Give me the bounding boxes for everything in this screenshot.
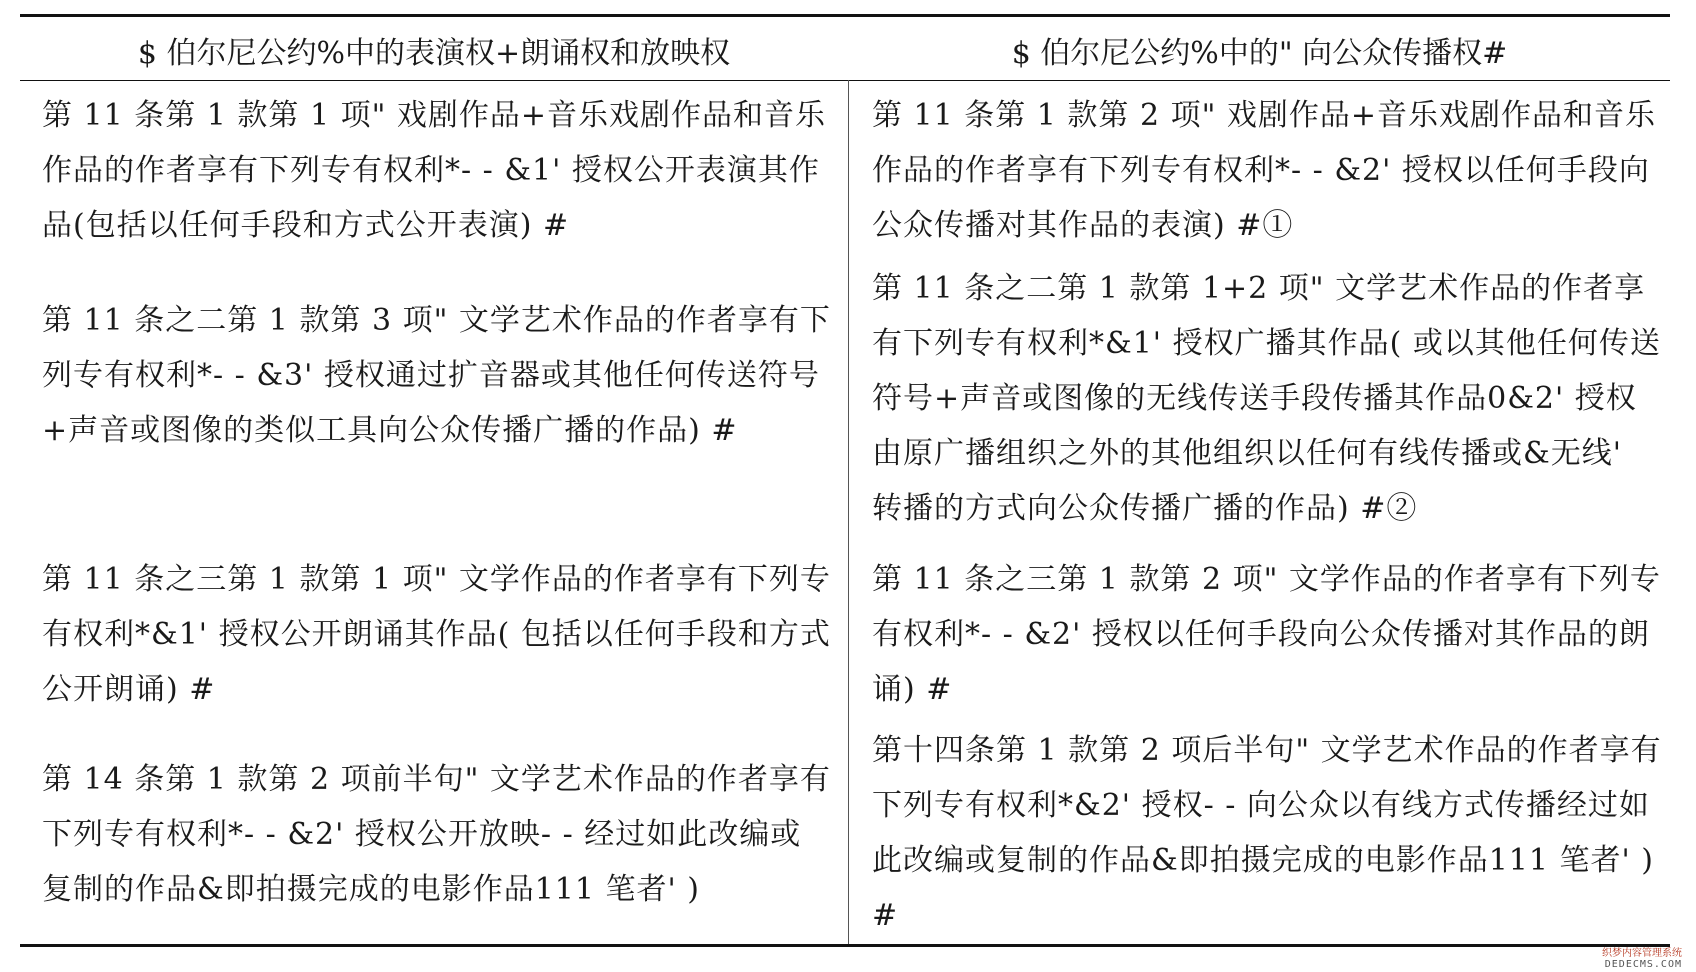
table-top-rule	[20, 14, 1670, 17]
table-cell-row2-left: 第 11 条之二第 1 款第 3 项" 文学艺术作品的作者享有下列专有权利*- - &3' 授权通过扩音器或其他任何传送符号+声音或图像的类似工具向公众传播广播的作品) #	[42, 303, 831, 448]
table-bottom-rule	[20, 944, 1670, 947]
table-header-rule	[20, 80, 1670, 81]
table-cell-row3-left: 第 11 条之三第 1 款第 1 项" 文学作品的作者享有下列专有权利*&1' 授权公开朗诵其作品( 包括以任何手段和方式公开朗诵) #	[42, 562, 831, 707]
table-cell-row1-right: 第 11 条第 1 款第 2 项" 戏剧作品+音乐戏剧作品和音乐作品的作者享有下列专有权利*- - &2' 授权以任何手段向公众传播对其作品的表演) #①	[872, 98, 1657, 243]
table-header-right: $ 伯尔尼公约%中的" 向公众传播权#	[1011, 36, 1508, 71]
watermark-line2: DEDECMS.COM	[1604, 959, 1682, 970]
watermark-line1: 织梦内容管理系统	[1602, 948, 1682, 959]
table-header-left: $ 伯尔尼公约%中的表演权+朗诵权和放映权	[137, 36, 731, 71]
table-cell-row4-left: 第 14 条第 1 款第 2 项前半句" 文学艺术作品的作者享有下列专有权利*- - &2' 授权公开放映- - 经过如此改编或复制的作品&即拍摄完成的电影作品111 笔者' )	[42, 762, 831, 907]
column-separator	[848, 80, 849, 944]
table-cell-row1-left: 第 11 条第 1 款第 1 项" 戏剧作品+音乐戏剧作品和音乐作品的作者享有下列专有权利*- - &1' 授权公开表演其作品(包括以任何手段和方式公开表演) #	[42, 98, 827, 243]
table-cell-row3-right: 第 11 条之三第 1 款第 2 项" 文学作品的作者享有下列专有权利*- - &2' 授权以任何手段向公众传播对其作品的朗诵) #	[872, 562, 1661, 707]
table-cell-row4-right: 第十四条第 1 款第 2 项后半句" 文学艺术作品的作者享有下列专有权利*&2' 授权- - 向公众以有线方式传播经过如此改编或复制的作品&即拍摄完成的电影作品111 笔者' ) #	[872, 733, 1662, 933]
site-watermark	[1570, 948, 1682, 970]
table-cell-row2-right: 第 11 条之二第 1 款第 1+2 项" 文学艺术作品的作者享有下列专有权利*&1' 授权广播其作品( 或以其他任何传送符号+声音或图像的无线传送手段传播其作品0&2' 授权由原广播组织之外的其他组织以任何有线传播或&无线' 转播的方式向公众传播广播的作品) #②	[872, 271, 1661, 526]
